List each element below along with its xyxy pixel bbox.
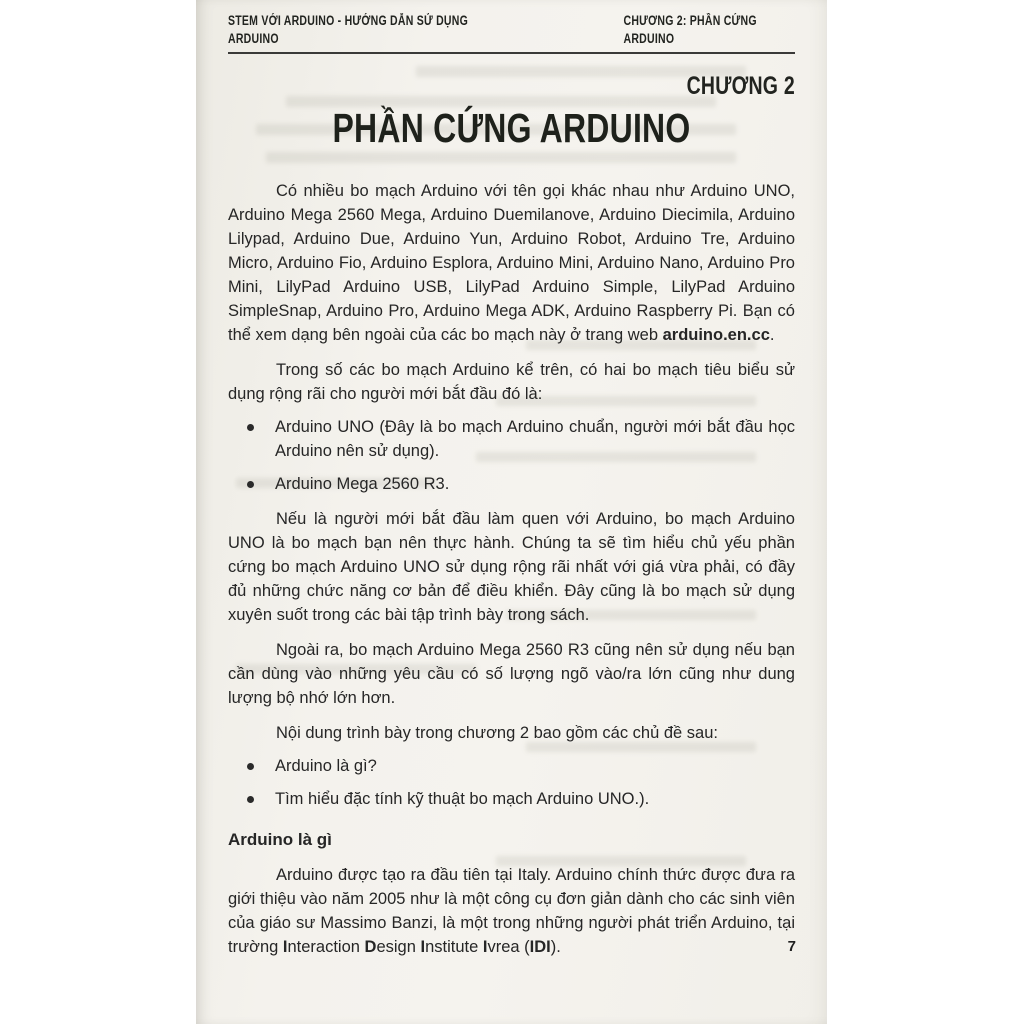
page-title: PHẦN CỨNG ARDUINO <box>332 105 691 151</box>
list-item-label: Arduino là gì? <box>275 757 377 775</box>
list-item-label: Tìm hiểu đặc tính kỹ thuật bo mạch Arduino UNO.). <box>275 790 650 808</box>
list-item <box>228 472 795 496</box>
bullet-icon <box>247 763 254 770</box>
header-rule <box>228 52 795 54</box>
running-header <box>228 12 795 48</box>
running-header-left: STEM VỚI ARDUINO - HƯỚNG DẪN SỬ DỤNG ARDUINO <box>228 13 469 46</box>
page-number: 7 <box>787 938 796 955</box>
paragraph-arduino-history: Arduino được tạo ra đầu tiên tại Italy. Arduino chính thức được đưa ra giới thiệu vào năm 2005 như là một công cụ đơn giản dành cho các sinh viên của giáo sư Massimo Banzi, là một trong những người phát triển Arduino, tại trường Interaction Design Institute Ivrea (IDI). <box>228 866 795 956</box>
body-text <box>228 179 795 959</box>
paragraph-mega-recommend: Ngoài ra, bo mạch Arduino Mega 2560 R3 cũng nên sử dụng nếu bạn cần dùng vào những yêu cầu có số lượng ngõ vào/ra lớn cũng như dung lượng bộ nhớ lớn hơn. <box>228 641 795 707</box>
list-item <box>228 787 795 811</box>
bullet-icon <box>247 796 254 803</box>
bullet-icon <box>247 424 254 431</box>
paragraph-two-boards: Trong số các bo mạch Arduino kể trên, có hai bo mạch tiêu biểu sử dụng rộng rãi cho người mới bắt đầu đó là: <box>228 361 795 403</box>
bullet-icon <box>247 481 254 488</box>
book-page <box>196 0 827 1024</box>
section-heading: Arduino là gì <box>228 830 332 849</box>
list-item <box>228 754 795 778</box>
list-item-label: Arduino UNO (Đây là bo mạch Arduino chuẩn, người mới bắt đầu học Arduino nên sử dụng). <box>275 418 795 460</box>
list-item-label: Arduino Mega 2560 R3. <box>275 475 450 493</box>
paragraph-uno-recommend: Nếu là người mới bắt đầu làm quen với Arduino, bo mạch Arduino UNO là bo mạch bạn nên thực hành. Chúng ta sẽ tìm hiểu chủ yếu phần cứng bo mạch Arduino UNO sử dụng rộng rãi nhất với giá vừa phải, có đầy đủ những chức năng cơ bản để điều khiển. Đây cũng là bo mạch sử dụng xuyên suốt trong các bài tập trình bày trong sách. <box>228 510 795 624</box>
topic-bullet-list <box>228 754 795 811</box>
running-header-right: CHƯƠNG 2: PHẦN CỨNG ARDUINO <box>623 13 757 46</box>
board-bullet-list <box>228 415 795 496</box>
chapter-label: CHƯƠNG 2 <box>686 72 795 100</box>
paragraph-chapter-topics: Nội dung trình bày trong chương 2 bao gồm các chủ đề sau: <box>276 724 718 742</box>
paragraph-boards: Có nhiều bo mạch Arduino với tên gọi khác nhau như Arduino UNO, Arduino Mega 2560 Mega, Arduino Duemilanove, Arduino Diecimila, Arduino Lilypad, Arduino Due, Arduino Yun, Arduino Robot, Arduino Tre, Arduino Micro, Arduino Fio, Arduino Esplora, Arduino Mini, Arduino Nano, Arduino Pro Mini, LilyPad Arduino USB, LilyPad Arduino Simple, LilyPad Arduino SimpleSnap, Arduino Pro, Arduino Mega ADK, Arduino Raspberry Pi. Bạn có thể xem dạng bên ngoài của các bo mạch này ở trang web arduino.en.cc. <box>228 182 795 344</box>
list-item <box>228 415 795 463</box>
